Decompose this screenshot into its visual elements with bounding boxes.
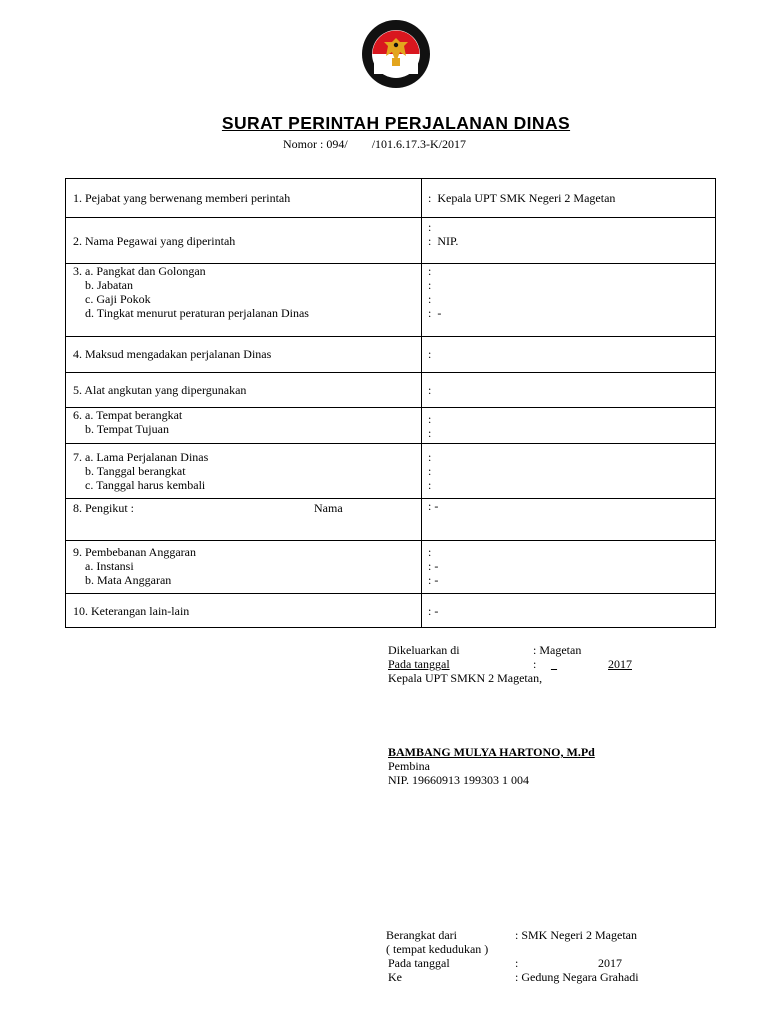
form-table [65,178,716,628]
row-9-label-line-2: a. Instansi [73,559,134,573]
issued-at-label: Dikeluarkan di [388,643,460,657]
row-10-value: : - [428,604,439,618]
row-3-label-line-2: b. Jabatan [73,278,133,292]
row-6-value-line-1: : [428,412,432,426]
signatory-position: Kepala UPT SMKN 2 Magetan, [388,671,543,685]
row-9-label-line-3: b. Mata Anggaran [73,573,172,587]
row-9-label-line-1: 9. Pembebanan Anggaran [73,545,196,559]
destination-label: Ke [388,970,402,984]
departure-from-line [386,928,637,942]
destination-value: : Gedung Negara Grahadi [515,970,639,984]
nomor-part-b: /101.6.17.3-K/2017 [371,137,467,151]
row-3-value-line-4: : - [428,306,442,320]
issued-date-line [388,657,648,671]
row-3-value-line-3: : [428,292,432,306]
row-9-value-line-1: : [428,545,432,559]
departure-place-note: ( tempat kedudukan ) [386,942,489,956]
row-5-label: 5. Alat angkutan yang dipergunakan [73,383,247,397]
document-title: SURAT PERINTAH PERJALANAN DINAS [221,113,571,133]
destination-line [388,970,639,984]
row-3-label-line-3: c. Gaji Pokok [73,292,151,306]
row-7-label-line-2: b. Tanggal berangkat [73,464,186,478]
document-number [283,137,466,152]
row-divider [66,443,715,444]
row-divider [66,372,715,373]
issued-at-value: : Magetan [533,643,582,657]
row-divider [66,498,715,499]
row-10-label: 10. Keterangan lain-lain [73,604,190,618]
row-4-label: 4. Maksud mengadakan perjalanan Dinas [73,347,272,361]
row-9-value-line-3: : - [428,573,439,587]
row-6-label-line-2: b. Tempat Tujuan [73,422,169,436]
row-3-value-line-2: : [428,278,432,292]
row-8-label: 8. Pengikut : [73,501,135,515]
row-1-value: : Kepala UPT SMK Negeri 2 Magetan [428,191,616,205]
row-2-label: 2. Nama Pegawai yang diperintah [73,234,236,248]
row-3-label-line-1: 3. a. Pangkat dan Golongan [73,264,206,278]
row-divider [66,540,715,541]
departure-from-value: : SMK Negeri 2 Magetan [515,928,637,942]
signatory-rank: Pembina [388,759,430,773]
row-7-label-line-1: 7. a. Lama Perjalanan Dinas [73,450,209,464]
nomor-part-a: 094/ [326,137,348,151]
row-7-value-line-3: : [428,478,432,492]
row-7-value-line-1: : [428,450,432,464]
row-3-value-line-1: : [428,264,432,278]
signatory-name: BAMBANG MULYA HARTONO, M.Pd [388,745,595,759]
row-divider [66,593,715,594]
row-2-value-line-1: : [428,220,432,234]
row-5-value: : [428,383,432,397]
row-8-value: : - [428,499,439,513]
departure-date-year: 2017 [598,956,622,970]
row-divider [66,217,715,218]
issued-date-label: Pada tanggal [388,657,450,671]
departure-date-label: Pada tanggal [388,956,450,970]
row-7-value-line-2: : [428,464,432,478]
issued-date-blank: _ [551,657,557,671]
row-divider [66,336,715,337]
nomor-label: Nomor : [283,137,324,151]
row-7-label-line-3: c. Tanggal harus kembali [73,478,206,492]
row-9-value-line-2: : - [428,559,439,573]
issued-date-year: 2017 [608,657,632,671]
issued-at-line [388,643,582,657]
column-divider [421,179,422,627]
departure-date-line [388,956,622,970]
kpu-logo [360,18,432,90]
row-2-value-line-2: : NIP. [428,234,459,248]
signatory-nip: NIP. 19660913 199303 1 004 [388,773,530,787]
row-6-value-line-2: : [428,426,432,440]
row-6-label-line-1: 6. a. Tempat berangkat [73,408,183,422]
row-1-label: 1. Pejabat yang berwenang memberi perintah [73,191,291,205]
row-3-label-line-4: d. Tingkat menurut peraturan perjalanan Dinas [73,306,309,320]
row-8-nama-label: Nama [314,501,343,515]
issued-date-colon: : [533,657,537,671]
row-4-value: : [428,347,432,361]
departure-date-colon: : [515,956,519,970]
departure-from-label: Berangkat dari [386,928,457,942]
